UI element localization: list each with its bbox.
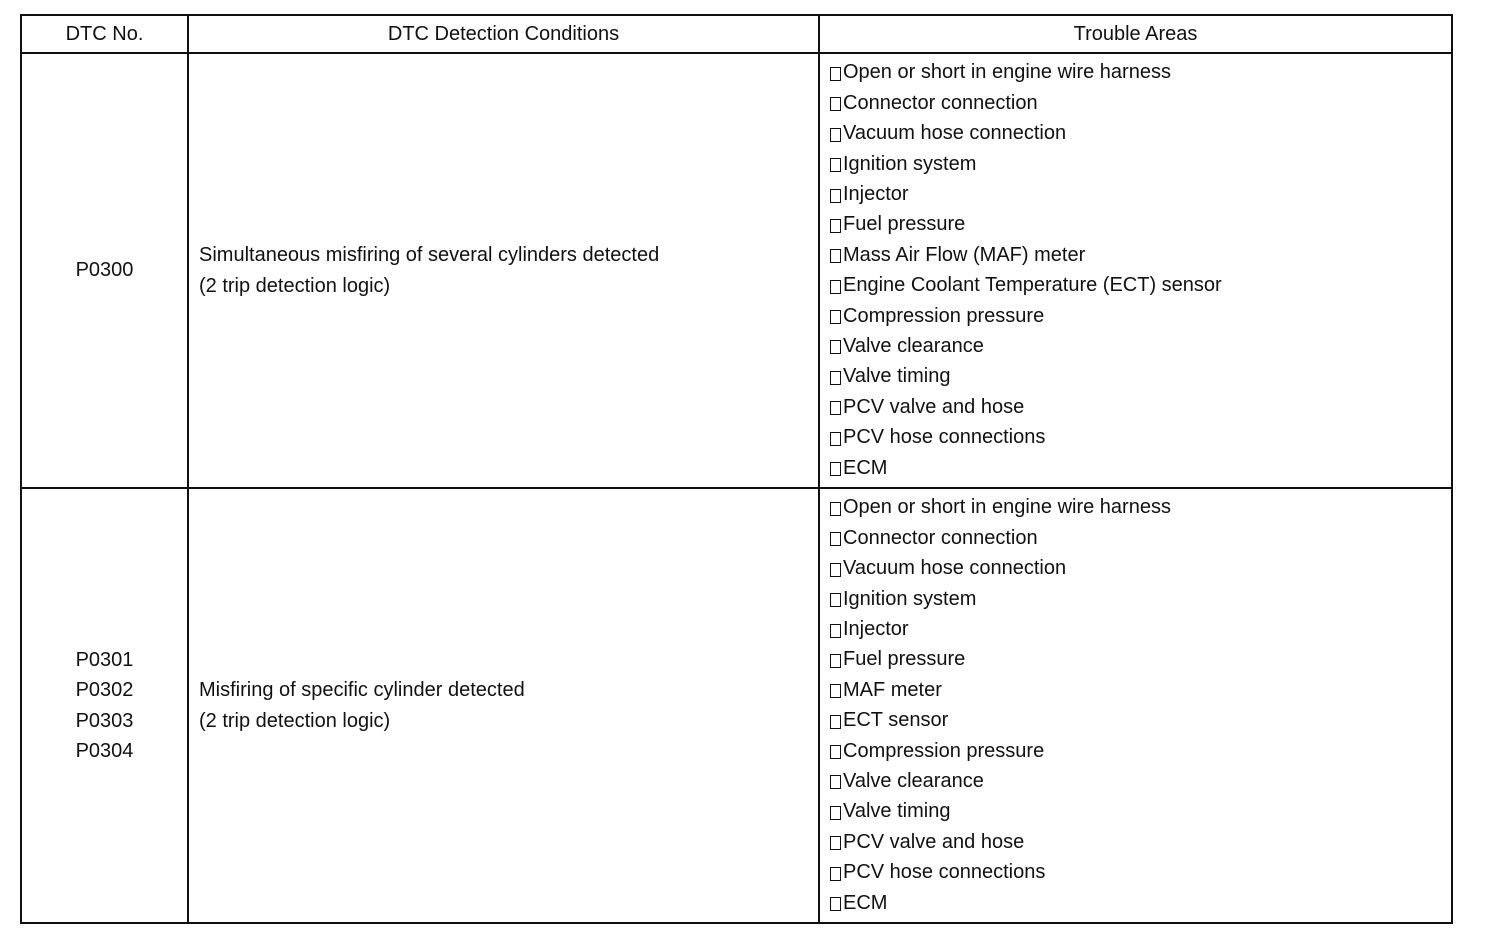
- checkbox-icon: [830, 502, 841, 516]
- trouble-area-item: [830, 179, 1451, 209]
- trouble-area-item: [830, 584, 1451, 614]
- checkbox-icon: [830, 624, 841, 638]
- trouble-area-item: [830, 614, 1451, 644]
- checkbox-icon: [830, 401, 841, 415]
- dtc-code: P0302: [75, 679, 134, 701]
- header-detection-conditions: DTC Detection Conditions: [188, 15, 819, 53]
- trouble-area-label: MAF meter: [843, 678, 942, 701]
- trouble-area-label: ECM: [843, 456, 888, 479]
- table-row: [21, 53, 1452, 488]
- checkbox-icon: [830, 310, 841, 324]
- trouble-area-label: Mass Air Flow (MAF) meter: [843, 243, 1086, 266]
- trouble-area-label: Valve timing: [843, 365, 951, 388]
- condition-line: (2 trip detection logic): [199, 274, 391, 297]
- checkbox-icon: [830, 371, 841, 385]
- trouble-area-item: [830, 392, 1451, 422]
- table-row: [21, 488, 1452, 923]
- trouble-area-label: Vacuum hose connection: [843, 557, 1067, 580]
- trouble-area-label: Engine Coolant Temperature (ECT) sensor: [843, 274, 1222, 297]
- trouble-area-label: Ignition system: [843, 152, 977, 175]
- trouble-area-item: [830, 766, 1451, 796]
- trouble-area-item: [830, 301, 1451, 331]
- trouble-areas-cell: [819, 53, 1452, 488]
- trouble-area-label: PCV valve and hose: [843, 830, 1025, 853]
- checkbox-icon: [830, 775, 841, 789]
- checkbox-icon: [830, 280, 841, 294]
- trouble-area-item: [830, 523, 1451, 553]
- checkbox-icon: [830, 563, 841, 577]
- checkbox-icon: [830, 128, 841, 142]
- checkbox-icon: [830, 745, 841, 759]
- condition-line: (2 trip detection logic): [199, 709, 391, 732]
- trouble-area-label: Open or short in engine wire harness: [843, 61, 1171, 84]
- checkbox-icon: [830, 158, 841, 172]
- trouble-area-item: [830, 271, 1451, 301]
- checkbox-icon: [830, 836, 841, 850]
- trouble-area-item: [830, 706, 1451, 736]
- dtc-table: [20, 14, 1453, 924]
- trouble-area-label: Fuel pressure: [843, 213, 966, 236]
- checkbox-icon: [830, 806, 841, 820]
- trouble-area-item: [830, 554, 1451, 584]
- trouble-area-item: [830, 645, 1451, 675]
- trouble-area-label: Vacuum hose connection: [843, 122, 1067, 145]
- dtc-code: P0304: [75, 740, 134, 762]
- trouble-area-label: Compression pressure: [843, 739, 1045, 762]
- trouble-area-label: ECT sensor: [843, 709, 949, 732]
- table-header-row: [21, 15, 1452, 53]
- conditions-cell: [188, 53, 819, 488]
- trouble-area-item: [830, 453, 1451, 483]
- checkbox-icon: [830, 867, 841, 881]
- trouble-area-item: [830, 331, 1451, 361]
- dtc-code: P0303: [75, 709, 134, 732]
- trouble-area-item: [830, 210, 1451, 240]
- trouble-area-label: Injector: [843, 618, 909, 641]
- trouble-area-label: Injector: [843, 183, 909, 206]
- checkbox-icon: [830, 219, 841, 233]
- trouble-area-item: [830, 493, 1451, 523]
- trouble-area-label: PCV hose connections: [843, 426, 1046, 449]
- header-dtc-no: DTC No.: [21, 15, 188, 53]
- checkbox-icon: [830, 340, 841, 354]
- conditions-cell: [188, 488, 819, 923]
- dtc-cell: [21, 488, 188, 923]
- checkbox-icon: [830, 462, 841, 476]
- trouble-area-label: ECM: [843, 891, 888, 914]
- dtc-code: P0301: [75, 648, 134, 671]
- checkbox-icon: [830, 532, 841, 546]
- checkbox-icon: [830, 249, 841, 263]
- trouble-area-label: Open or short in engine wire harness: [843, 496, 1171, 519]
- trouble-area-label: PCV hose connections: [843, 861, 1046, 884]
- dtc-code: P0300: [75, 259, 134, 282]
- checkbox-icon: [830, 97, 841, 111]
- trouble-area-item: [830, 888, 1451, 918]
- dtc-cell: [21, 53, 188, 488]
- checkbox-icon: [830, 715, 841, 729]
- trouble-area-label: Valve timing: [843, 800, 951, 823]
- trouble-area-label: Valve clearance: [843, 769, 984, 792]
- condition-line: Simultaneous misfiring of several cylinders detected: [199, 243, 660, 266]
- checkbox-icon: [830, 684, 841, 698]
- checkbox-icon: [830, 593, 841, 607]
- checkbox-icon: [830, 189, 841, 203]
- trouble-area-item: [830, 857, 1451, 887]
- trouble-area-item: [830, 58, 1451, 88]
- trouble-area-item: [830, 827, 1451, 857]
- trouble-area-label: Connector connection: [843, 91, 1038, 114]
- trouble-area-label: Ignition system: [843, 587, 977, 610]
- trouble-area-label: PCV valve and hose: [843, 395, 1025, 418]
- trouble-area-label: Valve clearance: [843, 334, 984, 357]
- trouble-area-item: [830, 149, 1451, 179]
- condition-line: Misfiring of specific cylinder detected: [199, 678, 525, 701]
- checkbox-icon: [830, 897, 841, 911]
- trouble-area-label: Connector connection: [843, 526, 1038, 549]
- trouble-area-item: [830, 675, 1451, 705]
- checkbox-icon: [830, 67, 841, 81]
- trouble-areas-cell: [819, 488, 1452, 923]
- trouble-area-item: [830, 422, 1451, 452]
- trouble-area-item: [830, 362, 1451, 392]
- checkbox-icon: [830, 654, 841, 668]
- trouble-area-label: Fuel pressure: [843, 648, 966, 671]
- trouble-area-item: [830, 88, 1451, 118]
- trouble-area-item: [830, 240, 1451, 270]
- trouble-area-item: [830, 736, 1451, 766]
- checkbox-icon: [830, 432, 841, 446]
- header-trouble-areas: Trouble Areas: [819, 15, 1452, 53]
- trouble-area-item: [830, 797, 1451, 827]
- trouble-area-item: [830, 119, 1451, 149]
- trouble-area-label: Compression pressure: [843, 304, 1045, 327]
